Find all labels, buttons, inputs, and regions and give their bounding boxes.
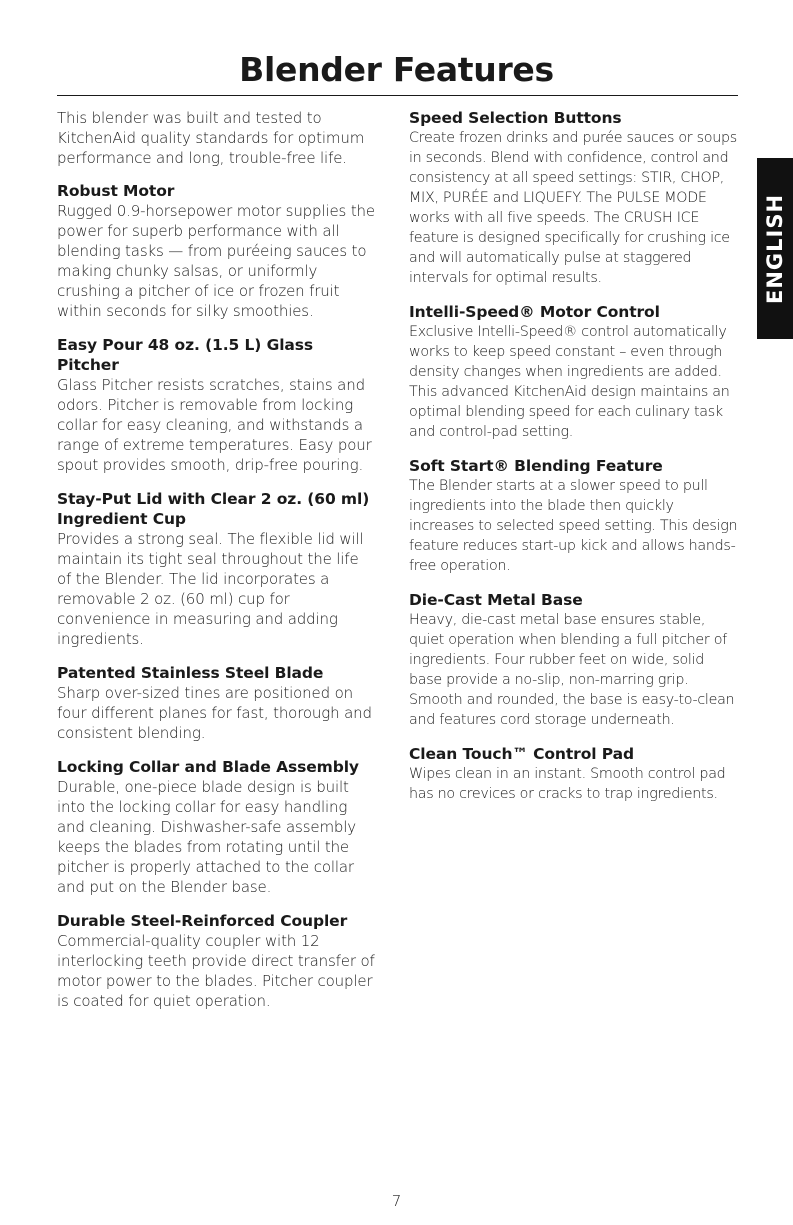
feature-description: The Blender starts at a slower speed to pull ingredients into the blade then quickly increases to selected speed setting. This design feature reduces start-up kick and allows hands-free operation. [409, 478, 738, 574]
feature-title: Soft Start® Blending Feature [409, 457, 663, 475]
feature-description: Sharp over-sized tines are positioned on four different planes for fast, thorough and consistent blending. [57, 684, 372, 742]
left-column [57, 108, 377, 1025]
feature-section [57, 911, 377, 1011]
page-number: 7 [391, 1192, 402, 1210]
feature-description: Rugged 0.9-horsepower motor supplies the power for superb performance with all blending tasks — from puréeing sauces to making chunky salsas, or uniformly crushing a pitcher of ice or frozen fruit within seconds for silky smoothies. [57, 202, 375, 320]
feature-section [57, 335, 377, 475]
feature-title: Clean Touch™ Control Pad [409, 745, 634, 763]
feature-title: Locking Collar and Blade Assembly [57, 758, 359, 776]
feature-section [409, 456, 739, 576]
feature-section [57, 663, 377, 743]
feature-title: Die-Cast Metal Base [409, 591, 583, 609]
feature-description: Heavy, die-cast metal base ensures stable, quiet operation when blending a full pitcher of ingredients. Four rubber feet on wide, solid base provide a no-slip, non-marring grip. Smooth and rounded, the base is easy-to-clean and features cord storage underneath. [409, 612, 735, 728]
feature-description: Provides a strong seal. The flexible lid will maintain its tight seal throughout the life of the Blender. The lid incorporates a removable 2 oz. (60 ml) cup for convenience in measuring and adding ingredients. [57, 530, 364, 648]
right-column [409, 108, 739, 818]
feature-section [57, 181, 377, 321]
feature-description: Commercial-quality coupler with 12 interlocking teeth provide direct transfer of motor power to the blades. Pitcher coupler is coated for quiet operation. [57, 932, 375, 1010]
feature-description: Create frozen drinks and purée sauces or soups in seconds. Blend with confidence, control and consistency at all speed settings: STIR, CHOP, MIX, PURÉE and LIQUEFY. The PULSE MODE works with all five speeds. The CRUSH ICE feature is designed specifically for crushing ice and will automatically pulse at staggered intervals for optimal results. [409, 130, 737, 286]
page-title: Blender Features [239, 50, 554, 89]
language-tab [757, 158, 793, 339]
feature-title: Speed Selection Buttons [409, 109, 622, 127]
feature-title: Patented Stainless Steel Blade [57, 664, 324, 682]
intro-paragraph: This blender was built and tested to KitchenAid quality standards for optimum performance and long, trouble-free life. [57, 109, 365, 167]
feature-title: Intelli-Speed® Motor Control [409, 303, 660, 321]
feature-section [409, 744, 739, 804]
feature-description: Durable, one-piece blade design is built into the locking collar for easy handling and cleaning. Dishwasher-safe assembly keeps the blades from rotating until the pitcher is properly attached to the collar and put on the Blender base. [57, 778, 357, 896]
feature-section [57, 489, 377, 649]
feature-title: Stay-Put Lid with Clear 2 oz. (60 ml) Ingredient Cup [57, 490, 370, 528]
feature-section [57, 757, 377, 897]
feature-title: Robust Motor [57, 182, 175, 200]
feature-description: Wipes clean in an instant. Smooth control pad has no crevices or cracks to trap ingredients. [409, 766, 726, 802]
feature-title: Durable Steel-Reinforced Coupler [57, 912, 348, 930]
feature-section [409, 302, 739, 442]
feature-title: Easy Pour 48 oz. (1.5 L) Glass Pitcher [57, 336, 314, 374]
title-divider [57, 95, 738, 96]
language-tab-label: ENGLISH [763, 193, 787, 304]
feature-description: Glass Pitcher resists scratches, stains and odors. Pitcher is removable from locking collar for easy cleaning, and withstands a range of extreme temperatures. Easy pour spout provides smooth, drip-free pouring. [57, 376, 372, 474]
feature-section [409, 590, 739, 730]
feature-description: Exclusive Intelli-Speed® control automatically works to keep speed constant – even through density changes when ingredients are added. This advanced KitchenAid design maintains an optimal blending speed for each culinary task and control-pad setting. [409, 324, 730, 440]
feature-section [409, 108, 739, 288]
